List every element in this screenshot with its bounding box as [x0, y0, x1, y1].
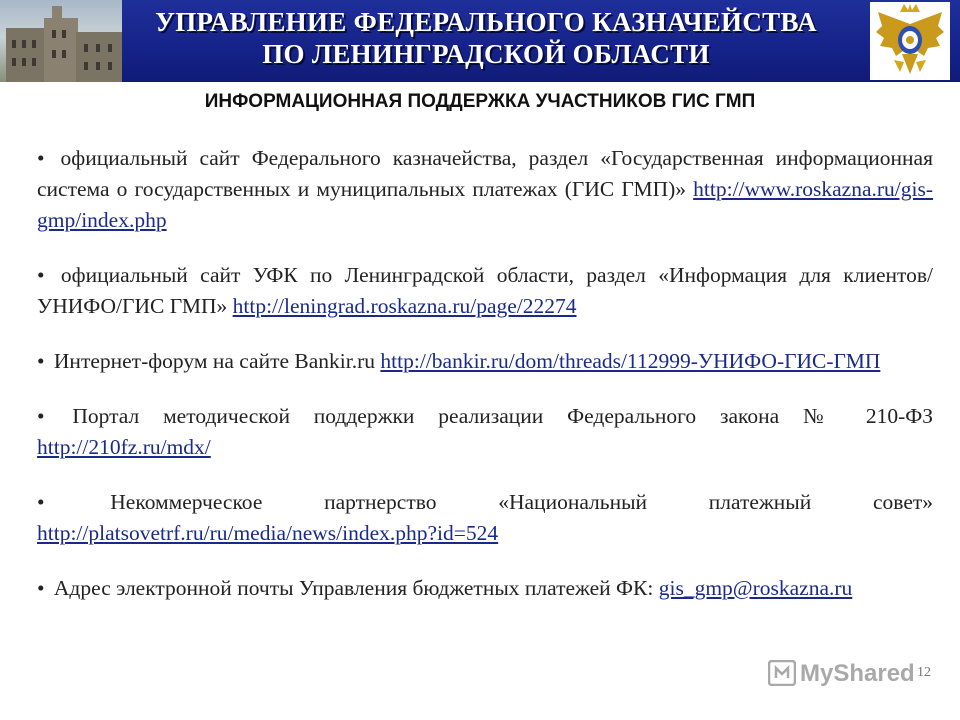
item-text: Некоммерческое партнерство «Национальный платежный совет»: [110, 490, 934, 514]
bullet: •: [37, 146, 45, 170]
item-link[interactable]: http://platsovetrf.ru/ru/media/news/index.php?id=524: [37, 521, 499, 545]
myshared-logo-icon: [768, 660, 796, 686]
header-banner: [0, 0, 960, 82]
list-item: [37, 487, 933, 549]
banner-title-line2: ПО ЛЕНИНГРАДСКОЙ ОБЛАСТИ: [262, 39, 710, 69]
bullet: •: [37, 349, 45, 373]
item-link[interactable]: http://bankir.ru/dom/threads/112999-УНИФО-ГИС-ГМП: [380, 349, 881, 373]
list-item: [37, 346, 933, 377]
item-text: Интернет-форум на сайте Bankir.ru: [53, 349, 376, 373]
bullet: •: [37, 263, 45, 287]
page-title: ИНФОРМАЦИОННАЯ ПОДДЕРЖКА УЧАСТНИКОВ ГИС ГМП: [204, 91, 756, 112]
watermark-text: MyShared: [800, 660, 915, 687]
item-link[interactable]: http://www.roskazna.ru/gis-gmp/index.php: [37, 177, 933, 232]
bullet: •: [37, 576, 45, 600]
page-number: 12: [917, 665, 931, 680]
banner-title: [122, 6, 850, 70]
bullet: •: [37, 490, 45, 514]
treasury-eagle-emblem-icon: [870, 2, 950, 80]
item-link[interactable]: gis_gmp@roskazna.ru: [658, 576, 853, 600]
item-text: Портал методической поддержки реализации Федерального закона № 210-ФЗ: [72, 404, 933, 428]
banner-title-line1: УПРАВЛЕНИЕ ФЕДЕРАЛЬНОГО КАЗНАЧЕЙСТВА: [155, 7, 817, 37]
item-link[interactable]: http://210fz.ru/mdx/: [37, 435, 211, 459]
resource-list: [37, 143, 933, 626]
list-item: [37, 260, 933, 322]
list-item: [37, 573, 933, 604]
item-text: официальный сайт УФК по Ленинградской области, раздел «Информация для клиентов/ УНИФО/ГИС ГМП»: [37, 263, 934, 318]
item-link[interactable]: http://leningrad.roskazna.ru/page/22274: [232, 294, 577, 318]
item-text: Адрес электронной почты Управления бюджетных платежей ФК:: [53, 576, 654, 600]
list-item: [37, 401, 933, 463]
watermark-logo: [768, 657, 924, 691]
list-item: [37, 143, 933, 236]
item-text: официальный сайт Федерального казначейства, раздел «Государственная информационная система о государственных и муниципальных платежах (ГИС ГМП)»: [37, 146, 933, 201]
building-photo-icon: [0, 0, 122, 82]
bullet: •: [37, 404, 45, 428]
